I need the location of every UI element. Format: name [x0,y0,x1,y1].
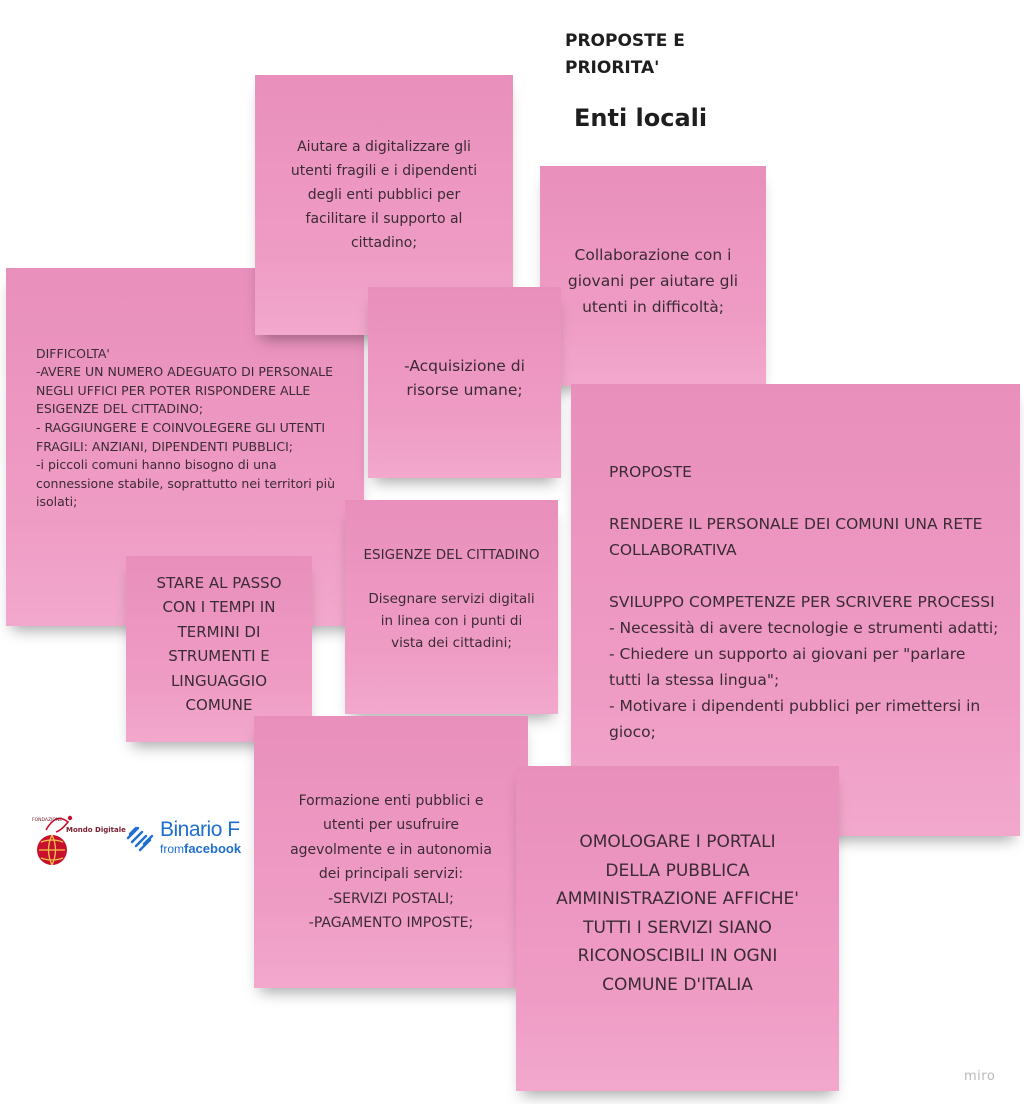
board-subtitle: Enti locali [574,104,708,132]
facebook-text: facebook [184,841,242,856]
binario-text: Binario F [160,818,240,841]
board-title: PROPOSTE E PRIORITA' [565,31,685,78]
fondazione-small-text: FONDAZIONE [32,818,63,823]
note-text: ESIGENZE DEL CITTADINO Disegnare servizi digitali in linea con i punti di vista dei cittadini; [363,547,540,651]
note-text: Collaborazione con i giovani per aiutare gli utenti in difficoltà; [567,246,739,316]
sticky-note-omologare[interactable] [516,766,839,1091]
binario-f-logo [124,818,254,862]
sticky-note-giovani[interactable] [540,166,766,386]
sticky-note-esigenze[interactable] [345,500,558,714]
sticky-note-formazione[interactable] [254,716,528,988]
fondazione-name-text: Mondo Digitale [66,826,126,834]
sticky-note-passo[interactable] [126,556,312,742]
fondazione-mondo-digitale-logo [32,808,126,876]
note-text: DIFFICOLTA' -AVERE UN NUMERO ADEGUATO DI PERSONALE NEGLI UFFICI PER POTER RISPONDERE ALLE ESIGENZE DEL CITTADINO; - RAGGIUNGERE E COINVOLEGERE GLI UTENTI FRAGILI: ANZIANI, DIPENDENTI PUBBLICI; -i piccoli comuni hanno bisogno di una connessione stabile, soprattutto nei territori più isolati; [36,345,336,510]
note-text: PROPOSTE RENDERE IL PERSONALE DEI COMUNI UNA RETE COLLABORATIVA SVILUPPO COMPETENZE PER SCRIVERE PROCESSI - Necessità di avere tecnologie e strumenti adatti; - Chiedere un supporto ai giovani per "parlare tutti la stessa lingua"; - Motivare i dipendenti pubblici per rimettersi in gioco; [609,463,999,741]
miro-watermark: miro [964,1069,996,1084]
note-text: OMOLOGARE I PORTALI DELLA PUBBLICA AMMINISTRAZIONE AFFICHE' TUTTI I SERVIZI SIANO RICONOSCIBILI IN OGNI COMUNE D'ITALIA [556,832,799,995]
from-text: from [160,842,184,856]
binario-stripes-icon [124,822,156,854]
note-text: Formazione enti pubblici e utenti per usufruire agevolmente e in autonomia dei principali servizi: -SERVIZI POSTALI; -PAGAMENTO IMPOSTE; [290,792,492,931]
note-text: -Acquisizione di risorse umane; [404,356,525,399]
note-text: STARE AL PASSO CON I TEMPI IN TERMINI DI STRUMENTI E LINGUAGGIO COMUNE [156,573,282,714]
sticky-note-risorse[interactable] [368,287,561,478]
note-text: Aiutare a digitalizzare gli utenti fragili e i dipendenti degli enti pubblici per facilitare il supporto al cittadino; [290,139,478,251]
